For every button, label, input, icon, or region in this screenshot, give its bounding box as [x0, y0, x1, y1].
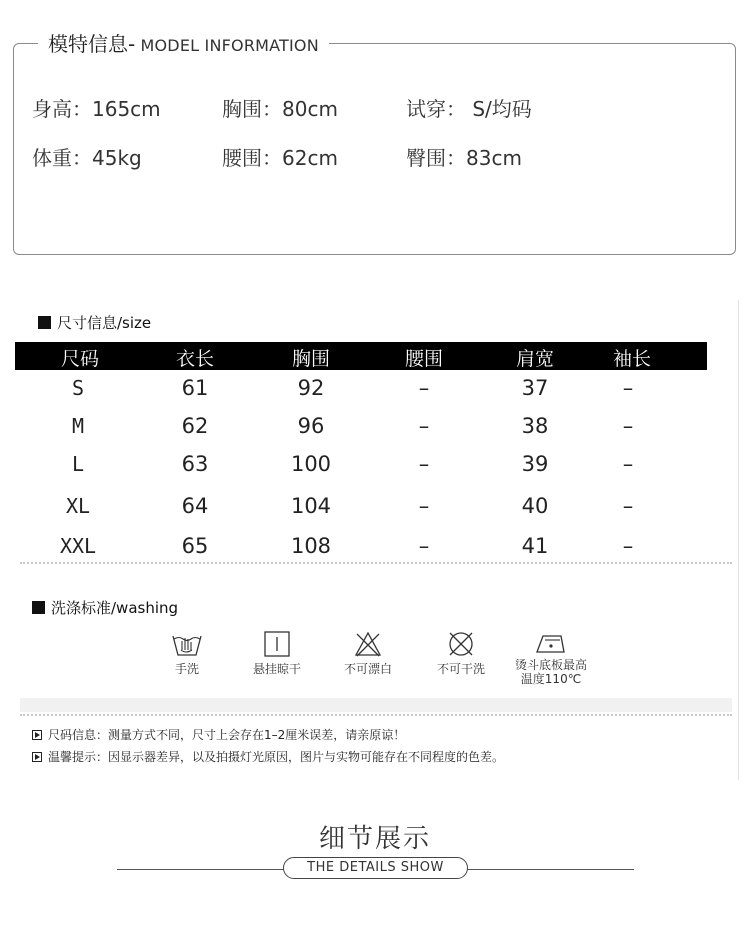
- no-bleach-icon: [351, 630, 385, 658]
- col-header-waist: 腰围: [404, 348, 443, 370]
- cell-length: 61: [181, 376, 209, 400]
- cell-bust: 92: [297, 376, 325, 400]
- square-bullet-icon: [38, 316, 51, 329]
- iron-icon: [532, 630, 570, 658]
- page-divider: [738, 300, 739, 780]
- details-title: 细节展示: [318, 824, 431, 854]
- washing-heading-label: 洗涤标准/washing: [51, 599, 179, 617]
- col-header-length: 衣长: [175, 348, 214, 370]
- table-row: [15, 488, 707, 526]
- wash-item-no-bleach: [323, 630, 413, 676]
- size-note: [32, 726, 405, 743]
- cell-bust: 108: [290, 534, 332, 558]
- gray-band: [20, 698, 732, 712]
- cell-sleeve: –: [622, 494, 634, 518]
- details-line-right: [466, 869, 634, 870]
- hand-wash-icon: [170, 630, 204, 658]
- wash-item-hang-dry: [232, 630, 322, 676]
- warm-tip-text: 温馨提示：因显示器差异，以及拍摄灯光原因，图片与实物可能存在不同程度的色差。: [48, 750, 505, 764]
- play-box-icon: [32, 730, 42, 740]
- wash-label-2: 温度110℃: [520, 672, 582, 686]
- size-heading: [38, 312, 151, 333]
- model-waist: 腰围：62cm: [222, 146, 338, 170]
- model-height: 身高：165cm: [32, 97, 161, 121]
- cell-length: 64: [181, 494, 209, 518]
- cell-sleeve: –: [622, 376, 634, 400]
- cell-size: M: [71, 414, 85, 438]
- cell-sleeve: –: [622, 534, 634, 558]
- cell-bust: 100: [290, 452, 332, 476]
- dotted-divider: [20, 562, 732, 564]
- model-title-en: MODEL INFORMATION: [135, 36, 319, 55]
- cell-shoulder: 38: [521, 414, 549, 438]
- warm-tip: [32, 748, 504, 765]
- col-header-shoulder: 肩宽: [515, 348, 554, 370]
- size-note-text: 尺码信息：测量方式不同，尺寸上会存在1–2厘米误差，请亲原谅！: [48, 728, 406, 742]
- cell-size: L: [71, 452, 85, 476]
- cell-shoulder: 41: [521, 534, 549, 558]
- model-try-on: 试穿： S/均码: [406, 97, 532, 121]
- cell-length: 63: [181, 452, 209, 476]
- cell-shoulder: 37: [521, 376, 549, 400]
- table-row: [15, 408, 707, 446]
- dotted-divider: [20, 714, 732, 716]
- table-row: [15, 446, 707, 484]
- cell-sleeve: –: [622, 452, 634, 476]
- table-row: [15, 528, 707, 566]
- size-table: [15, 342, 707, 558]
- cell-size: S: [71, 376, 85, 400]
- square-bullet-icon: [32, 601, 45, 614]
- cell-waist: –: [418, 376, 430, 400]
- cell-shoulder: 39: [521, 452, 549, 476]
- cell-length: 62: [181, 414, 209, 438]
- model-title-cn: 模特信息-: [48, 32, 136, 56]
- wash-item-no-dry-clean: [416, 630, 506, 676]
- cell-waist: –: [418, 414, 430, 438]
- cell-waist: –: [418, 494, 430, 518]
- no-dry-clean-icon: [444, 630, 478, 658]
- wash-label: 不可漂白: [343, 662, 392, 676]
- model-bust: 胸围：80cm: [222, 97, 338, 121]
- size-table-header: [15, 342, 707, 370]
- wash-item-hand-wash: [142, 630, 232, 676]
- cell-size: XXL: [59, 534, 97, 558]
- cell-sleeve: –: [622, 414, 634, 438]
- washing-heading: [32, 597, 178, 618]
- model-weight: 体重：45kg: [32, 146, 142, 170]
- play-box-icon: [32, 752, 42, 762]
- wash-label: 手洗: [174, 662, 199, 676]
- col-header-sleeve: 袖长: [612, 348, 651, 370]
- cell-size: XL: [65, 494, 91, 518]
- cell-waist: –: [418, 534, 430, 558]
- details-subtitle: THE DETAILS SHOW: [283, 857, 468, 879]
- hang-dry-icon: [260, 630, 294, 658]
- table-row: [15, 370, 707, 408]
- cell-waist: –: [418, 452, 430, 476]
- cell-shoulder: 40: [521, 494, 549, 518]
- wash-label: 不可干洗: [436, 662, 485, 676]
- model-info-title: [38, 28, 329, 57]
- col-header-size: 尺码: [60, 348, 99, 370]
- details-line-left: [117, 869, 285, 870]
- cell-length: 65: [181, 534, 209, 558]
- wash-item-iron: [506, 630, 596, 686]
- model-hips: 臀围：83cm: [406, 146, 522, 170]
- cell-bust: 96: [297, 414, 325, 438]
- col-header-bust: 胸围: [291, 348, 330, 370]
- size-heading-label: 尺寸信息/size: [57, 314, 152, 332]
- wash-label: 悬挂晾干: [252, 662, 301, 676]
- wash-label: 烫斗底板最高: [514, 658, 587, 672]
- cell-bust: 104: [290, 494, 332, 518]
